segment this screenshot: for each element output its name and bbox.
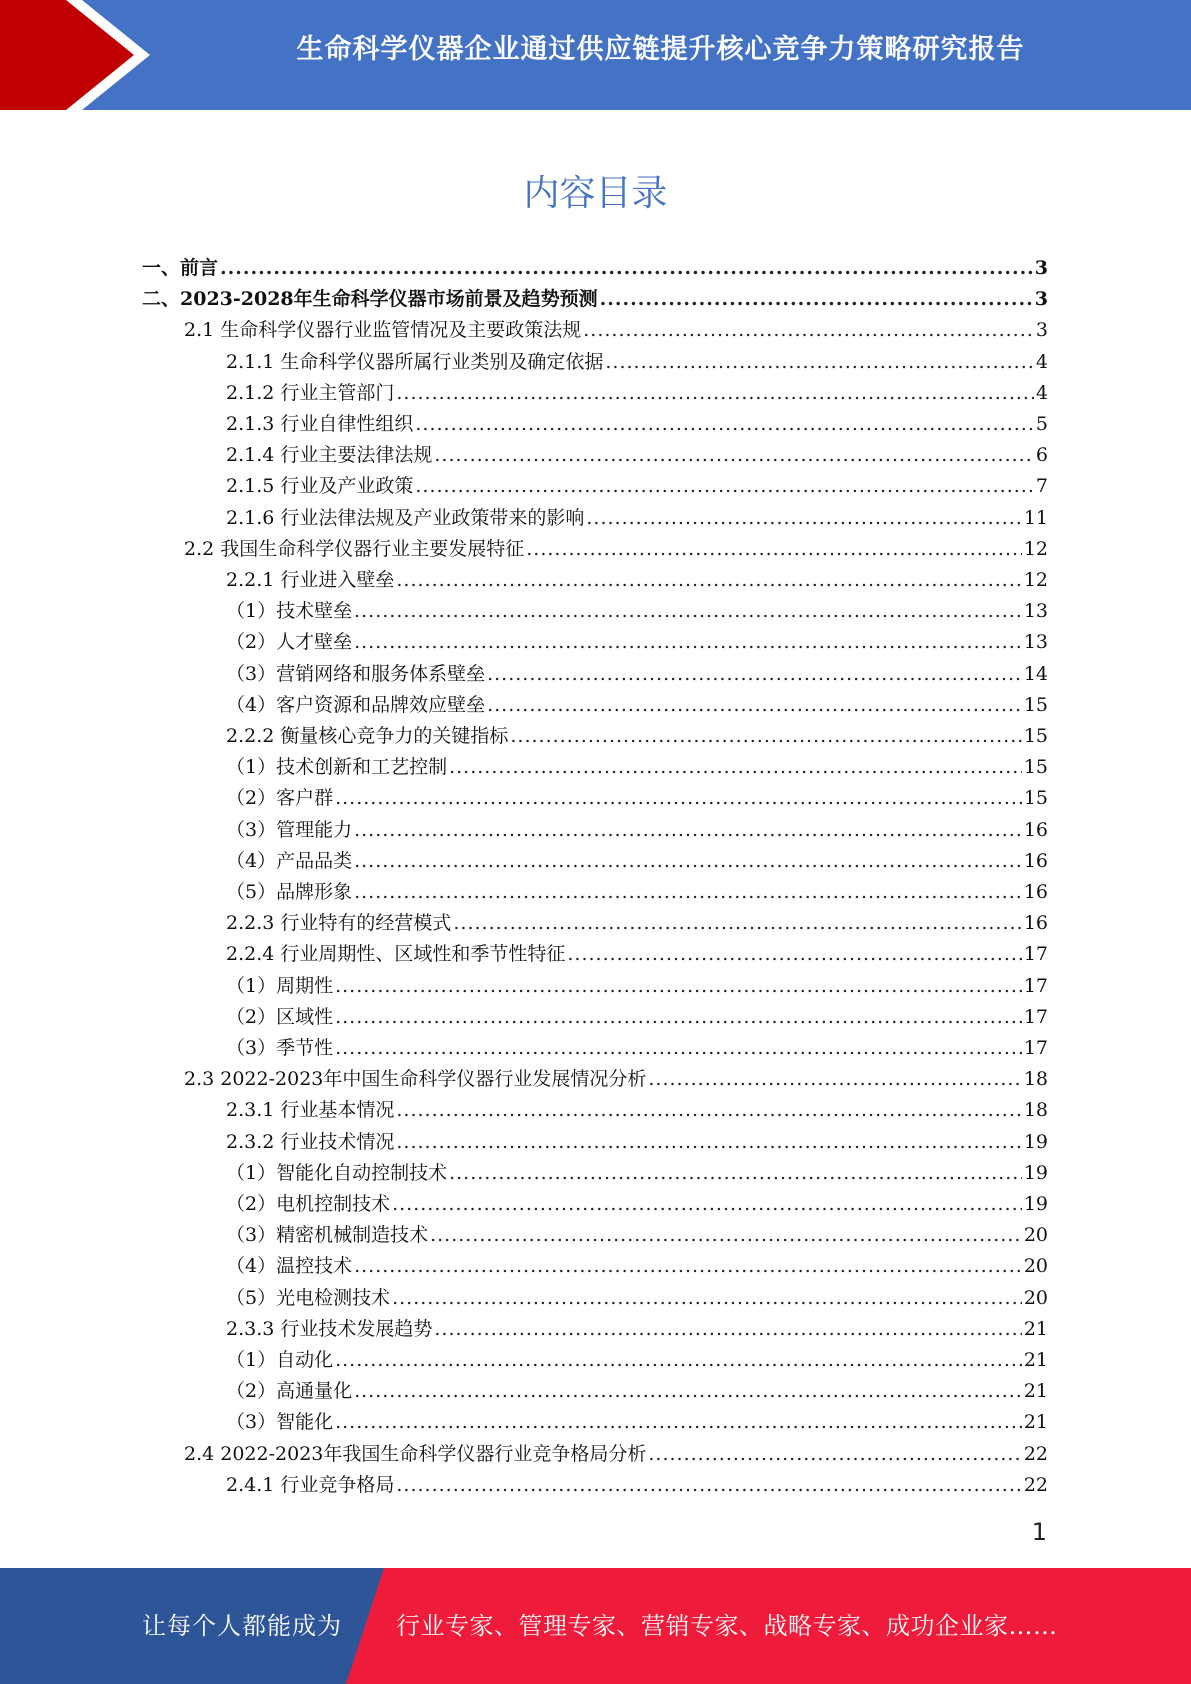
toc-entry-page: 15 (1023, 787, 1048, 809)
toc-entry-title: （3）季节性 (226, 1037, 334, 1059)
toc-dot-leader (567, 939, 1021, 970)
toc-dot-leader (335, 783, 1022, 814)
toc-dot-leader (453, 908, 1021, 939)
toc-entry-title: （3）管理能力 (226, 819, 353, 841)
toc-entry[interactable] (226, 596, 1048, 627)
toc-entry-title: （1）周期性 (226, 975, 334, 997)
toc-entry[interactable] (184, 315, 1048, 346)
toc-entry-page: 15 (1023, 756, 1048, 778)
toc-dot-leader (354, 596, 1022, 627)
toc-entry-title: 2.2.3 行业特有的经营模式 (226, 912, 452, 934)
toc-entry-page: 17 (1023, 1037, 1048, 1059)
toc-entry-page: 21 (1023, 1380, 1048, 1402)
toc-dot-leader (392, 1283, 1022, 1314)
toc-entry-title: 2.1.3 行业自律性组织 (226, 413, 414, 435)
toc-entry-page: 21 (1023, 1318, 1048, 1340)
toc-entry[interactable] (226, 1033, 1048, 1064)
toc-entry-page: 3 (1034, 288, 1048, 310)
toc-entry[interactable] (226, 815, 1048, 846)
footer-slogan-right: 行业专家、管理专家、营销专家、战略专家、成功企业家…… (396, 1612, 1058, 1640)
toc-entry-page: 17 (1023, 1006, 1048, 1028)
toc-entry-title: 2.1.5 行业及产业政策 (226, 475, 414, 497)
toc-entry-page: 20 (1023, 1287, 1048, 1309)
toc-entry-title: 2.3.3 行业技术发展趋势 (226, 1318, 433, 1340)
toc-entry-title: （5）光电检测技术 (226, 1287, 391, 1309)
toc-entry-title: （2）区域性 (226, 1006, 334, 1028)
toc-entry[interactable] (226, 1376, 1048, 1407)
toc-entry-page: 5 (1035, 413, 1048, 435)
page-footer (0, 1568, 1191, 1684)
toc-entry-title: （3）智能化 (226, 1411, 334, 1433)
toc-entry-page: 3 (1034, 257, 1048, 279)
toc-dot-leader (434, 1314, 1021, 1345)
toc-entry[interactable] (226, 1345, 1048, 1376)
toc-entry[interactable] (226, 908, 1048, 939)
toc-entry-title: （1）自动化 (226, 1349, 334, 1371)
toc-entry[interactable] (226, 659, 1048, 690)
toc-dot-leader (434, 440, 1034, 471)
toc-entry-page: 17 (1023, 943, 1048, 965)
toc-entry-page: 22 (1023, 1474, 1048, 1496)
toc-entry-page: 20 (1023, 1255, 1048, 1277)
toc-entry[interactable] (226, 690, 1048, 721)
toc-entry[interactable] (142, 253, 1048, 284)
toc-entry[interactable] (226, 347, 1048, 378)
toc-dot-leader (335, 1002, 1022, 1033)
toc-entry-title: （3）精密机械制造技术 (226, 1224, 429, 1246)
toc-entry-title: （2）电机控制技术 (226, 1193, 391, 1215)
toc-entry-page: 15 (1023, 694, 1048, 716)
toc-dot-leader (449, 1158, 1022, 1189)
toc-entry-title: 2.2 我国生命科学仪器行业主要发展特征 (184, 538, 525, 560)
toc-dot-leader (605, 347, 1034, 378)
toc-entry[interactable] (226, 1158, 1048, 1189)
toc-dot-leader (396, 1095, 1021, 1126)
toc-dot-leader (583, 315, 1034, 346)
toc-entry-title: （2）高通量化 (226, 1380, 353, 1402)
toc-entry[interactable] (226, 721, 1048, 752)
toc-entry-title: 一、前言 (142, 257, 219, 279)
toc-entry-title: 2.2.2 衡量核心竞争力的关键指标 (226, 725, 509, 747)
toc-entry-page: 12 (1023, 538, 1048, 560)
toc-entry[interactable] (142, 284, 1048, 315)
toc-dot-leader (396, 1127, 1021, 1158)
toc-entry-title: 2.1.4 行业主要法律法规 (226, 444, 433, 466)
toc-entry-title: 2.2.4 行业周期性、区域性和季节性特征 (226, 943, 566, 965)
toc-entry-page: 4 (1035, 382, 1048, 404)
toc-entry[interactable] (226, 971, 1048, 1002)
toc-entry-page: 19 (1023, 1131, 1048, 1153)
toc-entry-title: 2.3.2 行业技术情况 (226, 1131, 395, 1153)
toc-entry-page: 19 (1023, 1193, 1048, 1215)
toc-dot-leader (220, 253, 1033, 284)
toc-entry-page: 14 (1023, 663, 1048, 685)
toc-dot-leader (648, 1064, 1021, 1095)
toc-entry-page: 4 (1035, 351, 1048, 373)
toc-entry-page: 20 (1023, 1224, 1048, 1246)
toc-dot-leader (449, 752, 1022, 783)
toc-entry[interactable] (226, 471, 1048, 502)
toc-entry-title: 2.1.6 行业法律法规及产业政策带来的影响 (226, 507, 585, 529)
toc-entry-title: （1）智能化自动控制技术 (226, 1162, 448, 1184)
toc-entry-page: 16 (1023, 850, 1048, 872)
toc-entry-title: 2.1.2 行业主管部门 (226, 382, 395, 404)
toc-entry-page: 21 (1023, 1349, 1048, 1371)
toc-entry[interactable] (184, 1064, 1048, 1095)
toc-dot-leader (600, 284, 1033, 315)
toc-dot-leader (354, 1376, 1022, 1407)
toc-dot-leader (487, 690, 1022, 721)
toc-entry[interactable] (226, 627, 1048, 658)
toc-entry[interactable] (226, 1220, 1048, 1251)
toc-dot-leader (354, 627, 1022, 658)
toc-entry-page: 6 (1035, 444, 1048, 466)
toc-entry[interactable] (226, 1002, 1048, 1033)
toc-entry-page: 19 (1023, 1162, 1048, 1184)
toc-dot-leader (335, 971, 1022, 1002)
toc-entry-title: （2）客户群 (226, 787, 334, 809)
toc-dot-leader (354, 1251, 1022, 1282)
toc-entry[interactable] (184, 534, 1048, 565)
toc-entry[interactable] (226, 846, 1048, 877)
toc-entry[interactable] (226, 1189, 1048, 1220)
toc-entry-page: 11 (1023, 507, 1048, 529)
toc-dot-leader (415, 409, 1034, 440)
toc-entry-page: 17 (1023, 975, 1048, 997)
page-header (0, 0, 1191, 110)
report-title: 生命科学仪器企业通过供应链提升核心竞争力策略研究报告 (296, 34, 1025, 65)
page-number: 1 (1031, 1518, 1047, 1546)
toc-entry-title: （3）营销网络和服务体系壁垒 (226, 663, 486, 685)
toc-entry-page: 22 (1023, 1443, 1048, 1465)
toc-entry[interactable] (226, 1095, 1048, 1126)
toc-entry-title: （5）品牌形象 (226, 881, 353, 903)
toc-entry[interactable] (226, 1314, 1048, 1345)
toc-dot-leader (354, 815, 1022, 846)
toc-entry[interactable] (226, 939, 1048, 970)
toc-dot-leader (396, 378, 1034, 409)
toc-entry[interactable] (226, 1407, 1048, 1438)
toc-dot-leader (396, 1470, 1021, 1501)
toc-entry-page: 7 (1035, 475, 1048, 497)
toc-dot-leader (354, 877, 1022, 908)
toc-entry[interactable] (184, 1439, 1048, 1470)
toc-entry-page: 3 (1035, 319, 1048, 341)
toc-entry-title: （4）产品品类 (226, 850, 353, 872)
toc-heading: 内容目录 (523, 173, 668, 214)
toc-dot-leader (335, 1407, 1022, 1438)
toc-entry-page: 13 (1023, 600, 1048, 622)
toc-entry[interactable] (226, 440, 1048, 471)
toc-entry[interactable] (226, 378, 1048, 409)
toc-entry-title: 2.4 2022-2023年我国生命科学仪器行业竞争格局分析 (184, 1443, 647, 1465)
toc-entry-title: 2.1.1 生命科学仪器所属行业类别及确定依据 (226, 351, 604, 373)
toc-entry[interactable] (226, 1251, 1048, 1282)
toc-dot-leader (415, 471, 1034, 502)
toc-entry[interactable] (226, 752, 1048, 783)
toc-entry-page: 18 (1023, 1068, 1048, 1090)
toc-entry-title: （1）技术创新和工艺控制 (226, 756, 448, 778)
toc-entry-title: （4）客户资源和品牌效应壁垒 (226, 694, 486, 716)
toc-entry[interactable] (226, 1283, 1048, 1314)
toc-dot-leader (510, 721, 1021, 752)
toc-entry[interactable] (226, 565, 1048, 596)
toc-entry-title: 2.4.1 行业竞争格局 (226, 1474, 395, 1496)
toc-dot-leader (586, 503, 1021, 534)
toc-entry-page: 21 (1023, 1411, 1048, 1433)
toc-entry-title: （2）人才壁垒 (226, 631, 353, 653)
toc-entry[interactable] (226, 409, 1048, 440)
toc-entry-page: 18 (1023, 1099, 1048, 1121)
toc-entry[interactable] (226, 1470, 1048, 1501)
toc-dot-leader (335, 1345, 1022, 1376)
toc-entry-page: 12 (1023, 569, 1048, 591)
toc-entry-title: 2.2.1 行业进入壁垒 (226, 569, 395, 591)
toc-dot-leader (392, 1189, 1022, 1220)
toc-entry-title: （4）温控技术 (226, 1255, 353, 1277)
toc-dot-leader (396, 565, 1021, 596)
toc-dot-leader (487, 659, 1022, 690)
toc-entry-page: 16 (1023, 912, 1048, 934)
toc-entry-title: 二、2023-2028年生命科学仪器市场前景及趋势预测 (142, 288, 598, 310)
toc-entry-page: 15 (1023, 725, 1048, 747)
toc-entry-title: （1）技术壁垒 (226, 600, 353, 622)
toc-dot-leader (526, 534, 1022, 565)
toc-entry-page: 16 (1023, 819, 1048, 841)
toc-entry[interactable] (226, 877, 1048, 908)
toc-dot-leader (648, 1439, 1021, 1470)
toc-entry-page: 16 (1023, 881, 1048, 903)
toc-entry-title: 2.1 生命科学仪器行业监管情况及主要政策法规 (184, 319, 582, 341)
toc-dot-leader (354, 846, 1022, 877)
toc-entry-page: 13 (1023, 631, 1048, 653)
toc-entry[interactable] (226, 1127, 1048, 1158)
toc-dot-leader (430, 1220, 1022, 1251)
toc-entry-title: 2.3 2022-2023年中国生命科学仪器行业发展情况分析 (184, 1068, 647, 1090)
toc-entry[interactable] (226, 783, 1048, 814)
toc-entry[interactable] (226, 503, 1048, 534)
footer-slogan-left: 让每个人都能成为 (142, 1612, 342, 1640)
toc-dot-leader (335, 1033, 1022, 1064)
toc-entry-title: 2.3.1 行业基本情况 (226, 1099, 395, 1121)
